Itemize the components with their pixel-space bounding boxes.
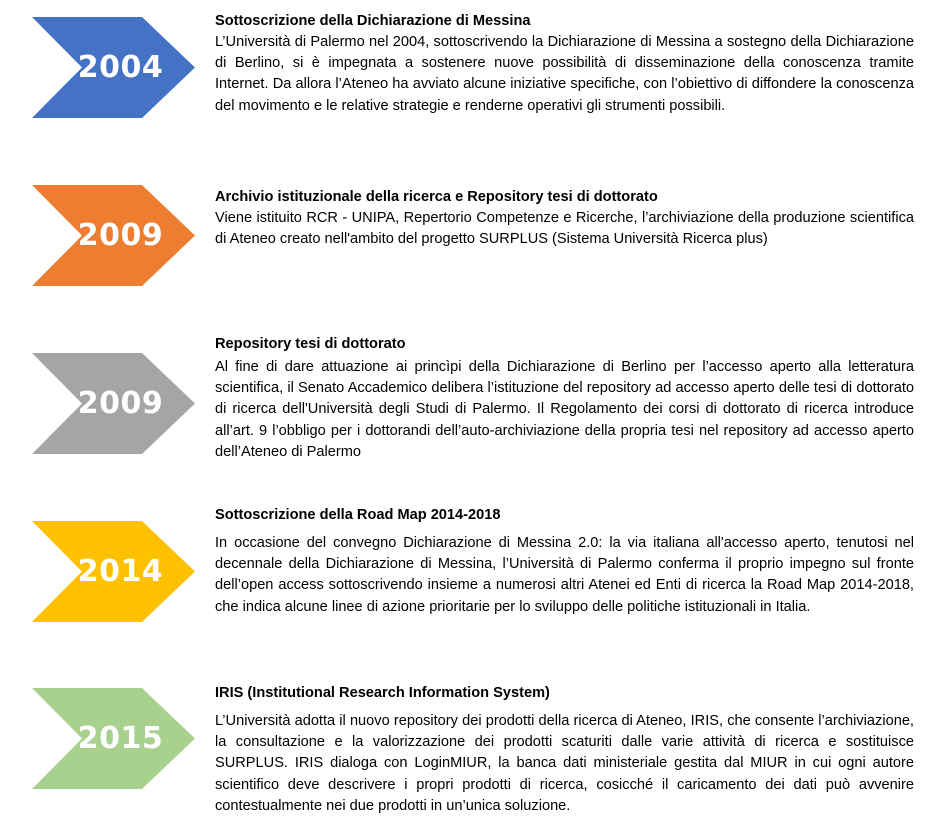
- entry-title: Repository tesi di dottorato: [215, 336, 406, 352]
- entry-text: [215, 334, 914, 463]
- year-chevron: [32, 353, 195, 454]
- entry-text: [215, 11, 914, 117]
- entry-title: IRIS (Institutional Research Information System): [215, 685, 550, 701]
- entry-body: In occasione del convegno Dichiarazione di Messina 2.0: la via italiana all'accesso aperto, tenutosi nel decennale della Dichiarazione di Messina, l’Università di Palermo conferma il proprio impegno sul fronte dell’open access sottoscrivendo insieme a numerosi altri Atenei ed Enti di ricerca la Road Map 2014-2018, che indica alcune linee di azione prioritarie per lo sviluppo delle politiche istituzionali in Italia.: [215, 535, 914, 615]
- year-label: 2014: [77, 554, 164, 589]
- entry-body: Al fine di dare attuazione ai princìpi della Dichiarazione di Berlino per l’accesso aperto alla letteratura scientifica, il Senato Accademico delibera l’istituzione del repository ad accesso aperto delle tesi di dottorato di ricerca dell'Università degli Studi di Palermo. Il Regolamento dei corsi di dottorato di ricerca introduce all’art. 9 l’obbligo per i dottorandi dell’auto-archiviazione della propria tesi nel repository ad accesso aperto dell’Ateneo di Palermo: [215, 359, 914, 460]
- year-chevron: [32, 17, 195, 118]
- year-chevron: [32, 688, 195, 789]
- year-label: 2004: [77, 50, 164, 85]
- year-label: 2015: [77, 721, 164, 756]
- year-label: 2009: [77, 386, 164, 421]
- entry-text: [215, 187, 914, 250]
- year-chevron: [32, 521, 195, 622]
- entry-title: Archivio istituzionale della ricerca e Repository tesi di dottorato: [215, 189, 658, 205]
- year-label: 2009: [77, 218, 164, 253]
- entry-body: Viene istituito RCR - UNIPA, Repertorio Competenze e Ricerche, l’archiviazione della produzione scientifica di Ateneo creato nell'ambito del progetto SURPLUS (Sistema Università Ricerca plus): [215, 210, 914, 248]
- entry-text: [215, 505, 914, 618]
- year-chevron: [32, 185, 195, 286]
- entry-body: L’Università adotta il nuovo repository dei prodotti della ricerca di Ateneo, IRIS, che consente l’archiviazione, la consultazione e la valorizzazione dei prodotti scaturiti dalle varie attività di ricerca e sostituisce SURPLUS. IRIS dialoga con LoginMIUR, la banca dati ministeriale gestita dal MIUR in cui ogni autore scientifico deve descrivere i propri prodotti di ricerca, cosicché il caricamento dei dati può avvenire contestualmente nei due prodotti in un’unica soluzione.: [215, 713, 914, 814]
- entry-body: L’Università di Palermo nel 2004, sottoscrivendo la Dichiarazione di Messina a sostegno della Dichiarazione di Berlino, si è impegnata a sostenere nuove possibilità di disseminazione della conoscenza tramite Internet. Da allora l’Ateneo ha avviato alcune iniziative specifiche, con l’obiettivo di diffondere la conoscenza del movimento e le relative strategie e renderne operativi gli strumenti possibili.: [215, 34, 914, 114]
- entry-text: [215, 683, 914, 817]
- entry-title: Sottoscrizione della Road Map 2014-2018: [215, 507, 501, 523]
- entry-title: Sottoscrizione della Dichiarazione di Messina: [215, 13, 531, 29]
